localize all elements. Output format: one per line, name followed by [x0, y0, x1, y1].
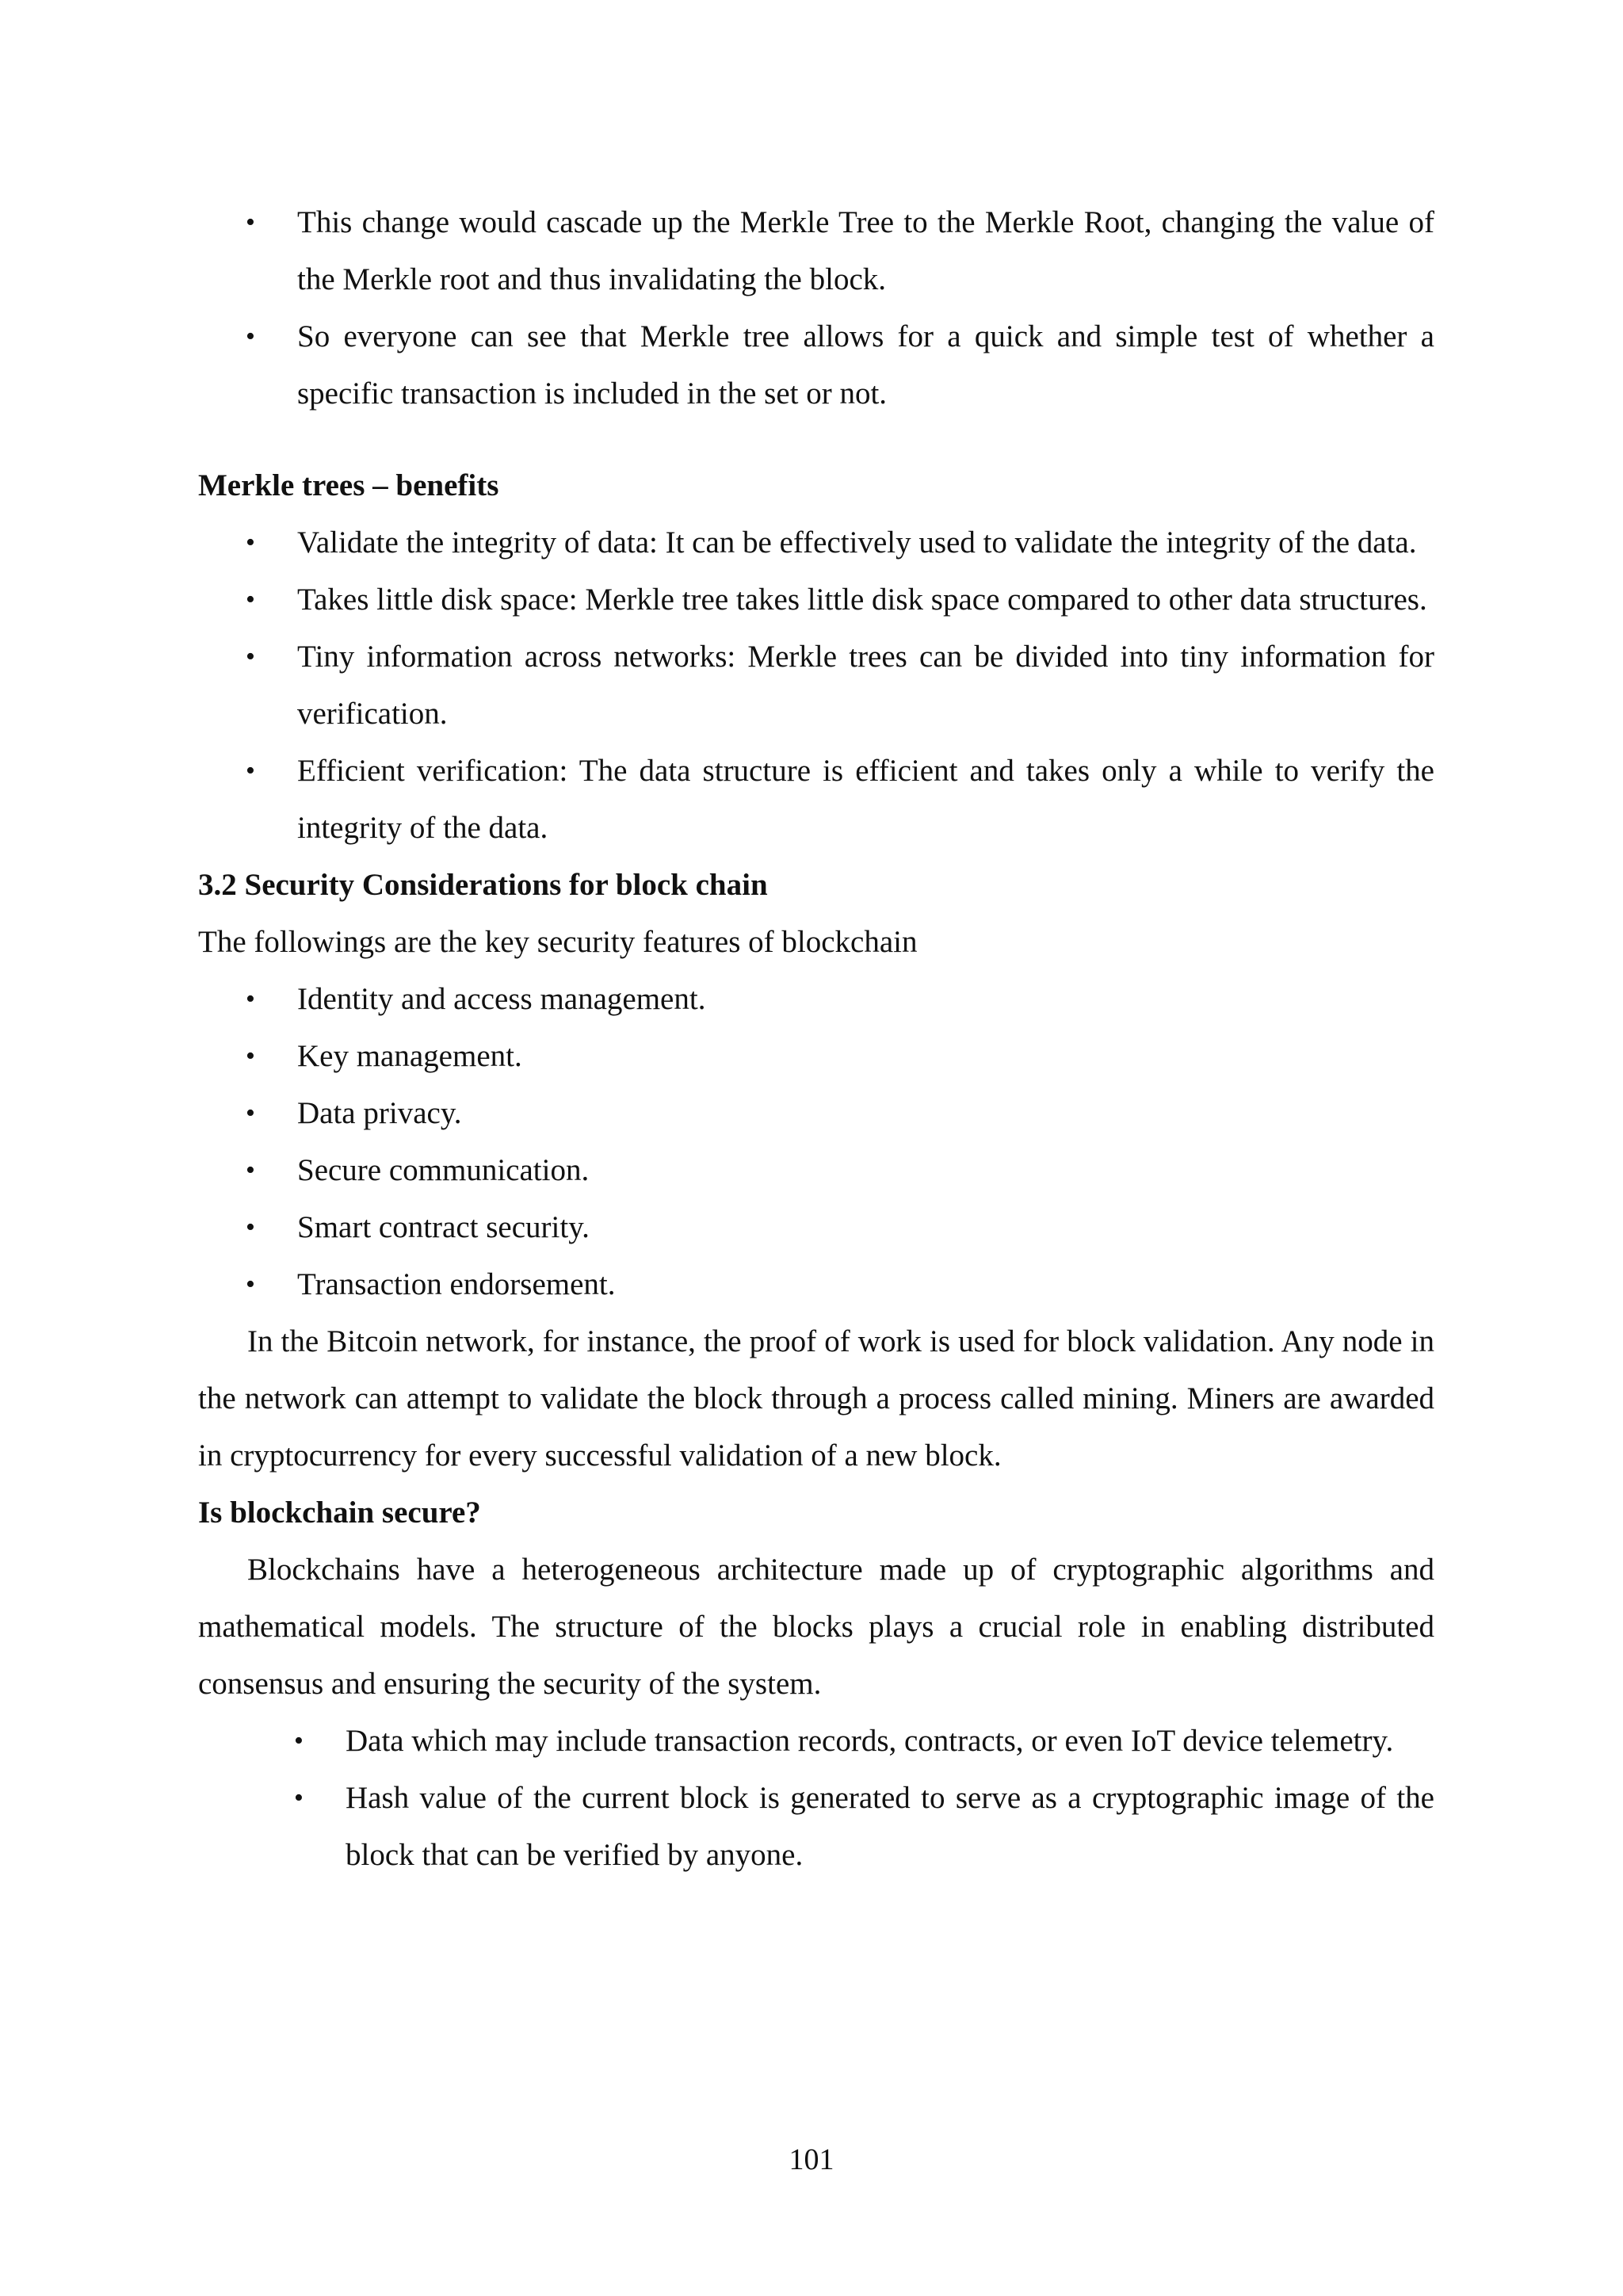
list-item [198, 514, 1434, 571]
bullet-icon: • [246, 585, 255, 614]
list-item-text: Data privacy. [297, 1096, 462, 1130]
merkle-root-list [198, 194, 1434, 422]
list-item [198, 628, 1434, 743]
secure-paragraph: Blockchains have a heterogeneous architecture made up of cryptographic algorithms and mathematical models. The structure of the blocks plays a crucial role in enabling distributed consensus and ensuring the security of the system. [198, 1553, 1434, 1701]
block-structure-list [198, 1713, 1434, 1884]
bullet-icon: • [246, 984, 255, 1014]
list-item-text: Transaction endorsement. [297, 1267, 616, 1301]
bullet-icon: • [246, 642, 255, 671]
list-item [198, 743, 1434, 857]
list-item-text: Smart contract security. [297, 1210, 590, 1244]
heading-is-blockchain-secure: Is blockchain secure? [198, 1496, 481, 1530]
bullet-icon: • [246, 756, 255, 785]
list-item [198, 308, 1434, 422]
list-item [198, 1713, 1434, 1770]
list-item [198, 1142, 1434, 1199]
list-item [198, 1199, 1434, 1256]
bitcoin-paragraph: In the Bitcoin network, for instance, the proof of work is used for block validation. Any node in the network can attempt to validate the block through a process called mining. Miners are awarded in cryptocurrency for every successful validation of a new block. [198, 1324, 1434, 1473]
list-item-text: Secure communication. [297, 1153, 590, 1187]
list-item-text: This change would cascade up the Merkle Tree to the Merkle Root, changing the value of the Merkle root and thus invalidating the block. [297, 205, 1434, 296]
bullet-icon: • [246, 1156, 255, 1185]
list-item [198, 571, 1434, 628]
page-number: 101 [789, 2143, 834, 2176]
heading-merkle-benefits: Merkle trees – benefits [198, 468, 499, 502]
bullet-icon: • [294, 1726, 304, 1755]
list-item-text: Takes little disk space: Merkle tree takes little disk space compared to other data structures. [297, 583, 1427, 617]
bullet-icon: • [246, 208, 255, 237]
list-item [198, 194, 1434, 308]
list-item-text: Identity and access management. [297, 982, 706, 1016]
benefits-list [198, 514, 1434, 857]
list-item-text: Data which may include transaction records, contracts, or even IoT device telemetry. [346, 1724, 1394, 1758]
list-item [198, 1770, 1434, 1884]
list-item [198, 1256, 1434, 1313]
list-item-text: Efficient verification: The data structure is efficient and takes only a while to verify the integrity of the data. [297, 754, 1434, 845]
document-page [198, 194, 1434, 1884]
list-item-text: Tiny information across networks: Merkle trees can be divided into tiny information for verification. [297, 640, 1434, 731]
list-item-text: Key management. [297, 1039, 522, 1073]
bullet-icon: • [246, 1098, 255, 1128]
bullet-icon: • [246, 322, 255, 351]
security-features-list [198, 971, 1434, 1313]
bullet-icon: • [246, 528, 255, 557]
list-item-text: Validate the integrity of data: It can be effectively used to validate the integrity of the data. [297, 525, 1417, 560]
bullet-icon: • [246, 1213, 255, 1242]
list-item [198, 1028, 1434, 1085]
heading-security-considerations: 3.2 Security Considerations for block chain [198, 868, 768, 902]
security-intro: The followings are the key security features of blockchain [198, 925, 918, 959]
list-item [198, 971, 1434, 1028]
bullet-icon: • [246, 1041, 255, 1071]
bullet-icon: • [246, 1270, 255, 1299]
list-item-text: Hash value of the current block is generated to serve as a cryptographic image of the block that can be verified by anyone. [346, 1781, 1434, 1872]
bullet-icon: • [294, 1783, 304, 1813]
list-item [198, 1085, 1434, 1142]
list-item-text: So everyone can see that Merkle tree allows for a quick and simple test of whether a specific transaction is included in the set or not. [297, 319, 1434, 411]
